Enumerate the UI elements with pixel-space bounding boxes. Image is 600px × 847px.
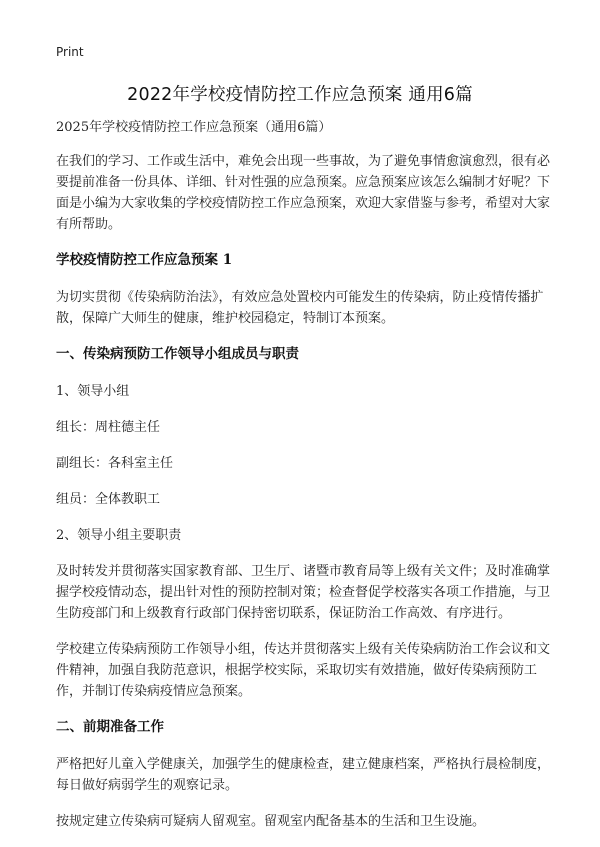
intro-paragraph: 在我们的学习、工作或生活中，难免会出现一些事故，为了避免事情愈演愈烈，很有必要提前准备一份具体、详细、针对性强的应急预案。应急预案应该怎么编制才好呢？下面是小编为大家收集的学校疫情防控工作应急预案，欢迎大家借鉴与参考，希望对大家有所帮助。 bbox=[56, 154, 551, 232]
item-main-duties: 2、领导小组主要职责 bbox=[56, 528, 182, 543]
section1-paragraph: 为切实贯彻《传染病防治法》，有效应急处置校内可能发生的传染病，防止疫情传播扩散，保障广大师生的健康，维护校园稳定，特制订本预案。 bbox=[56, 290, 544, 326]
duties-paragraph: 及时转发并贯彻落实国家教育部、卫生厅、诸暨市教育局等上级有关文件；及时准确掌握学校疫情动态，提出针对性的预防控制对策；检查督促学校落实各项工作措施，与卫生防疫部门和上级教育行政部门保持密切联系，保证防治工作高效、有序进行。 bbox=[56, 564, 551, 621]
school-paragraph: 学校建立传染病预防工作领导小组，传达并贯彻落实上级有关传染病防治工作会议和文件精神，加强自我防范意识，根据学校实际，采取切实有效措施，做好传染病预防工作，并制订传染病疫情应急预案。 bbox=[56, 642, 551, 699]
document-subtitle: 2025年学校疫情防控工作应急预案（通用6篇） bbox=[56, 120, 332, 135]
item-leadership-group: 1、领导小组 bbox=[56, 384, 130, 399]
document-title: 2022年学校疫情防控工作应急预案 通用6篇 bbox=[127, 85, 473, 105]
section1-heading: 学校疫情防控工作应急预案 1 bbox=[56, 252, 233, 268]
document-body bbox=[56, 117, 550, 847]
prep-paragraph-2: 按规定建立传染病可疑病人留观室。留观室内配备基本的生活和卫生设施。 bbox=[56, 814, 486, 829]
part1-heading: 一、传染病预防工作领导小组成员与职责 bbox=[56, 346, 299, 362]
leader-line: 组长：周柱德主任 bbox=[56, 420, 161, 435]
prep-paragraph-1: 严格把好儿童入学健康关，加强学生的健康检查，建立健康档案，严格执行晨检制度，每日做好病弱学生的观察记录。 bbox=[56, 757, 551, 793]
deputy-line: 副组长：各科室主任 bbox=[56, 456, 174, 471]
print-link[interactable]: Print bbox=[56, 45, 84, 59]
members-line: 组员：全体教职工 bbox=[56, 492, 161, 507]
part2-heading: 二、前期准备工作 bbox=[56, 719, 164, 735]
